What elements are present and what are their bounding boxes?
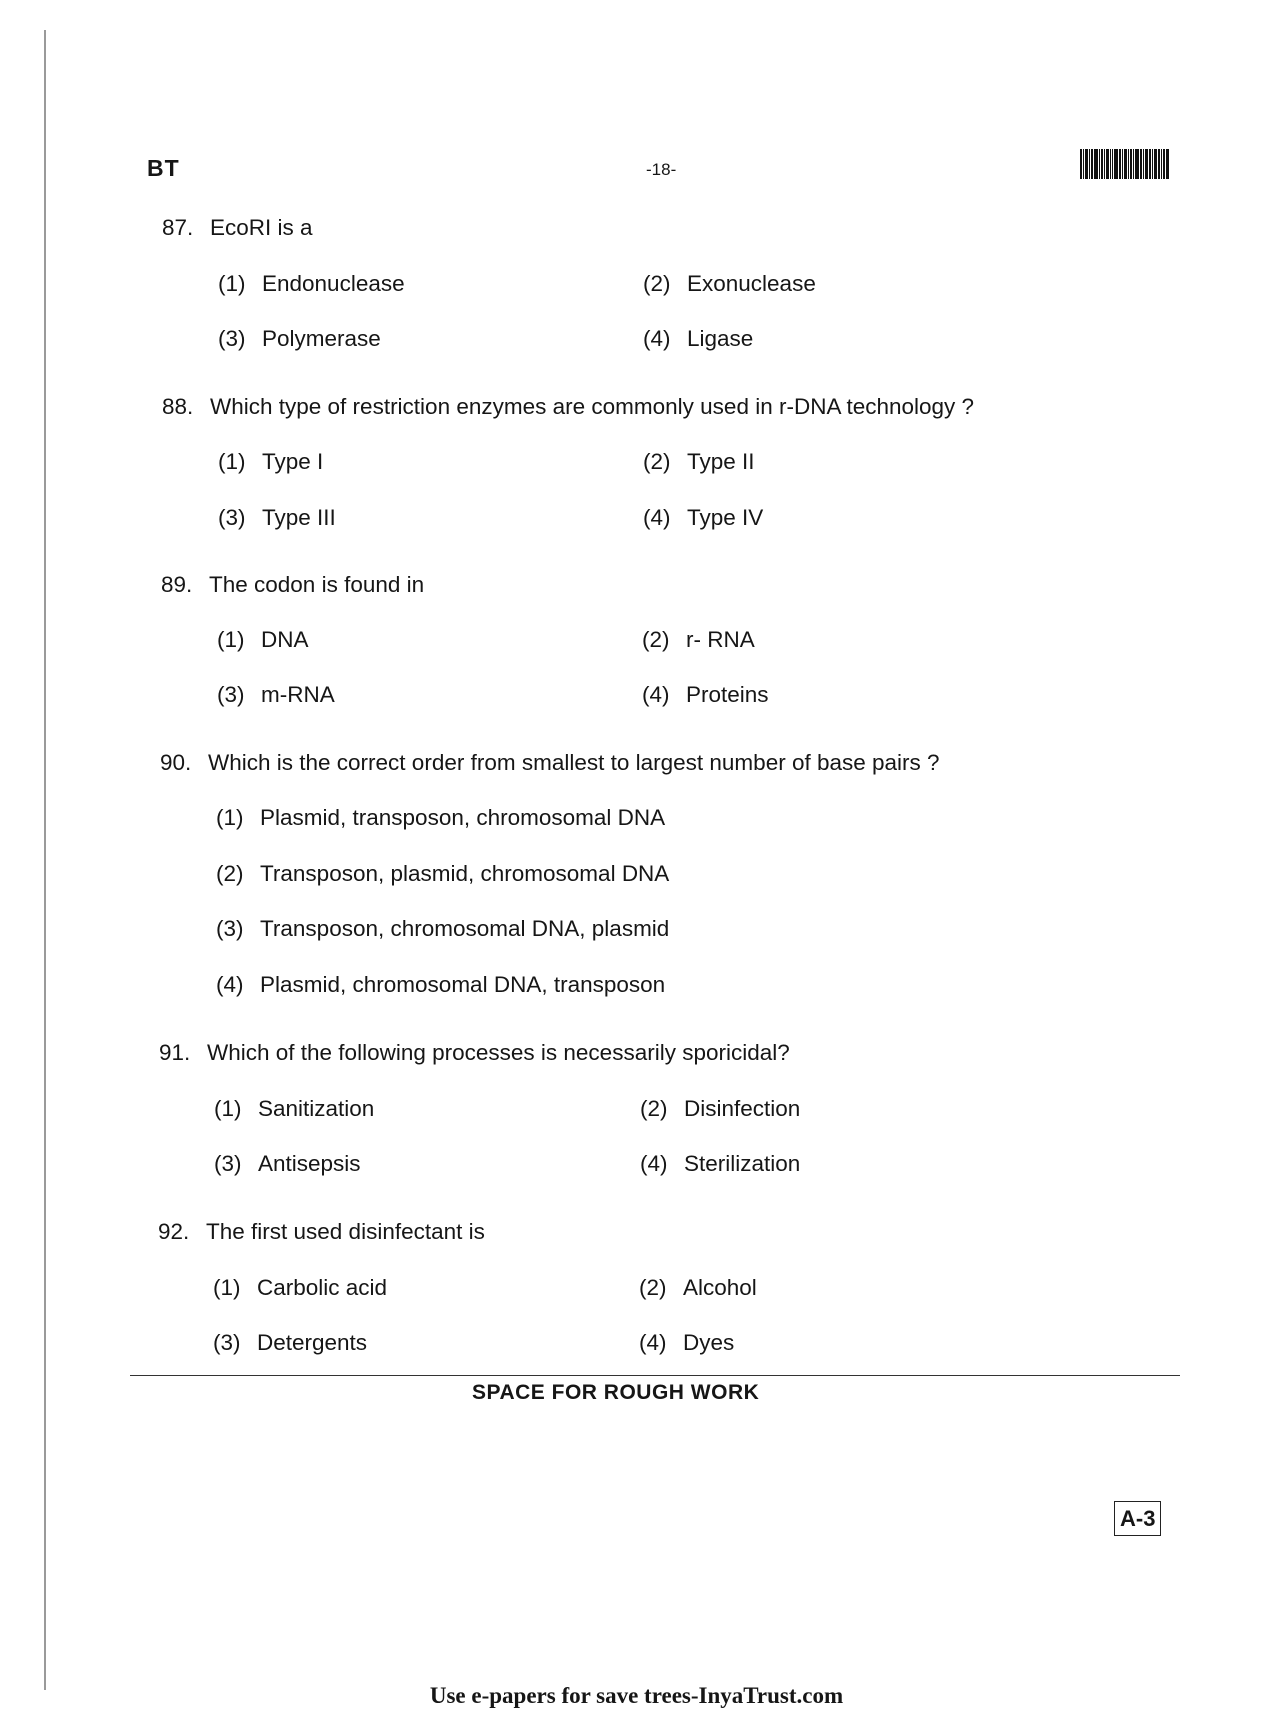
option-1: (1) Plasmid, transposon, chromosomal DNA: [216, 805, 666, 830]
option-3: (3) Polymerase: [218, 326, 381, 351]
option-4: (4) Plasmid, chromosomal DNA, transposon: [216, 972, 666, 997]
question-stem: EcoRI is a: [210, 215, 313, 240]
option-1: (1) Sanitization: [214, 1096, 375, 1121]
question-number: 89.: [161, 572, 193, 597]
option-3: (3) Transposon, chromosomal DNA, plasmid: [216, 916, 670, 941]
option-3: (3) m-RNA: [217, 682, 335, 707]
question-stem: Which type of restriction enzymes are commonly used in r-DNA technology ?: [210, 394, 975, 419]
question-number: 90.: [160, 750, 192, 775]
question-number: 87.: [162, 215, 194, 240]
option-2: (2) r- RNA: [642, 627, 755, 652]
page-margin-line: [44, 30, 46, 1690]
option-1: (1) Carbolic acid: [213, 1275, 388, 1300]
subject-code: BT: [147, 155, 180, 181]
question-stem: Which is the correct order from smallest to largest number of base pairs ?: [208, 750, 940, 775]
option-1: (1) Type I: [218, 449, 324, 474]
question-text: [162, 215, 313, 241]
question-number: 91.: [159, 1040, 191, 1065]
question-text: [158, 1219, 485, 1245]
question-text: [159, 1040, 790, 1066]
option-3: (3) Type III: [218, 505, 336, 530]
option-2: (2) Exonuclease: [643, 271, 816, 296]
question-stem: The first used disinfectant is: [206, 1219, 485, 1244]
option-2: (2) Alcohol: [639, 1275, 757, 1300]
option-2: (2) Type II: [643, 449, 755, 474]
question-stem: The codon is found in: [209, 572, 425, 597]
barcode-icon: [1080, 149, 1175, 179]
question-text: [161, 572, 424, 598]
option-2: (2) Transposon, plasmid, chromosomal DNA: [216, 861, 670, 886]
question-number: 88.: [162, 394, 194, 419]
option-3: (3) Detergents: [213, 1330, 368, 1355]
option-1: (1) DNA: [217, 627, 309, 652]
question-text: [162, 394, 974, 420]
option-4: (4) Ligase: [643, 326, 754, 351]
page-number: -18-: [646, 160, 677, 179]
question-number: 92.: [158, 1219, 190, 1244]
option-1: (1) Endonuclease: [218, 271, 405, 296]
footer-text: Use e-papers for save trees-InyaTrust.com: [429, 1683, 844, 1708]
rough-work-divider: [130, 1375, 1180, 1376]
option-4: (4) Sterilization: [640, 1151, 801, 1176]
option-3: (3) Antisepsis: [214, 1151, 361, 1176]
option-2: (2) Disinfection: [640, 1096, 801, 1121]
rough-work-label: SPACE FOR ROUGH WORK: [472, 1381, 760, 1404]
question-text: [160, 750, 940, 776]
option-4: (4) Proteins: [642, 682, 769, 707]
set-code-box: A-3: [1114, 1501, 1161, 1536]
option-4: (4) Dyes: [639, 1330, 735, 1355]
question-stem: Which of the following processes is necessarily sporicidal?: [207, 1040, 790, 1065]
option-4: (4) Type IV: [643, 505, 764, 530]
